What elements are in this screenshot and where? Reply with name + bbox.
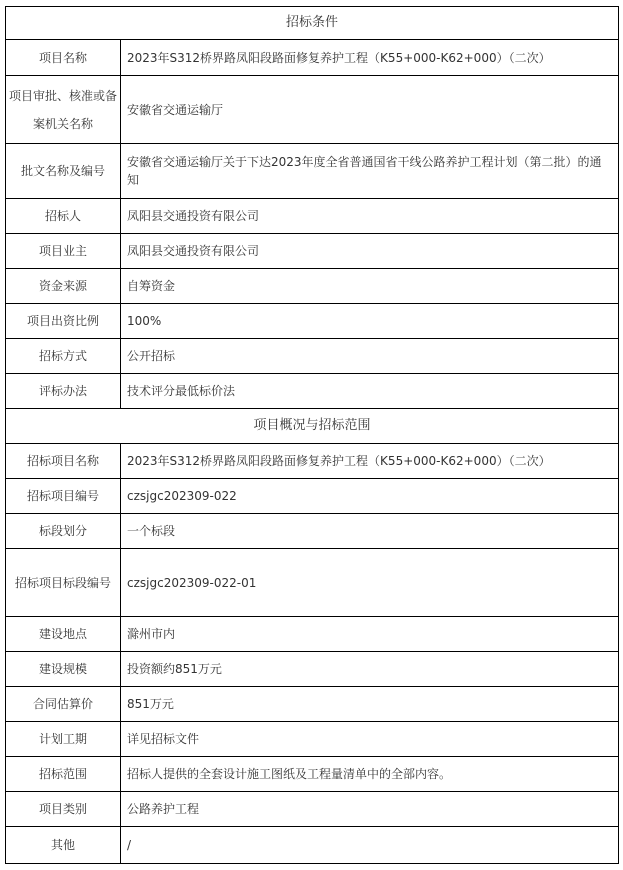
- field-label: 招标项目编号: [6, 479, 121, 514]
- table-row: [6, 269, 619, 304]
- field-label: 项目出资比例: [6, 304, 121, 339]
- field-label: 合同估算价: [6, 687, 121, 722]
- field-label: 标段划分: [6, 514, 121, 549]
- field-value: 投资额约851万元: [121, 652, 619, 687]
- field-value: 安徽省交通运输厅关于下达2023年度全省普通国省干线公路养护工程计划（第二批）的通知: [121, 144, 619, 199]
- field-value: 凤阳县交通投资有限公司: [121, 199, 619, 234]
- field-value: 自筹资金: [121, 269, 619, 304]
- field-label: 招标项目名称: [6, 444, 121, 479]
- table-row: [6, 199, 619, 234]
- field-value: 100%: [121, 304, 619, 339]
- field-value: czsjgc202309-022: [121, 479, 619, 514]
- field-value: czsjgc202309-022-01: [121, 549, 619, 617]
- table-row: [6, 304, 619, 339]
- table-row: [6, 144, 619, 199]
- field-label: 建设规模: [6, 652, 121, 687]
- field-label: 建设地点: [6, 617, 121, 652]
- table-row: [6, 76, 619, 144]
- field-label: 项目名称: [6, 40, 121, 76]
- field-label: 项目审批、核准或备案机关名称: [6, 76, 121, 144]
- table-row: [6, 479, 619, 514]
- field-label: 计划工期: [6, 722, 121, 757]
- table-row: [6, 792, 619, 827]
- section-header-row: [6, 409, 619, 444]
- table-row: [6, 514, 619, 549]
- field-value: 851万元: [121, 687, 619, 722]
- field-value: 2023年S312桥界路凤阳段路面修复养护工程（K55+000-K62+000）（二次）: [121, 40, 619, 76]
- table-row: [6, 374, 619, 409]
- field-label: 招标人: [6, 199, 121, 234]
- table-row: [6, 339, 619, 374]
- table-row: [6, 827, 619, 864]
- table-row: [6, 722, 619, 757]
- field-value: 招标人提供的全套设计施工图纸及工程量清单中的全部内容。: [121, 757, 619, 792]
- table-row: [6, 40, 619, 76]
- section-title-conditions: 招标条件: [6, 7, 619, 40]
- field-label: 招标项目标段编号: [6, 549, 121, 617]
- table-row: [6, 652, 619, 687]
- field-value: 详见招标文件: [121, 722, 619, 757]
- field-value: 凤阳县交通投资有限公司: [121, 234, 619, 269]
- field-label: 评标办法: [6, 374, 121, 409]
- field-label: 其他: [6, 827, 121, 864]
- field-label: 招标方式: [6, 339, 121, 374]
- field-label: 招标范围: [6, 757, 121, 792]
- field-value: 技术评分最低标价法: [121, 374, 619, 409]
- field-value: 2023年S312桥界路凤阳段路面修复养护工程（K55+000-K62+000）（二次）: [121, 444, 619, 479]
- field-label: 批文名称及编号: [6, 144, 121, 199]
- table-row: [6, 757, 619, 792]
- field-value: 公路养护工程: [121, 792, 619, 827]
- field-label: 项目业主: [6, 234, 121, 269]
- table-row: [6, 549, 619, 617]
- field-label: 资金来源: [6, 269, 121, 304]
- field-value: 一个标段: [121, 514, 619, 549]
- field-label: 项目类别: [6, 792, 121, 827]
- table-row: [6, 444, 619, 479]
- section-title-overview: 项目概况与招标范围: [6, 409, 619, 444]
- field-value: 滁州市内: [121, 617, 619, 652]
- table-row: [6, 234, 619, 269]
- table-row: [6, 617, 619, 652]
- field-value: /: [121, 827, 619, 864]
- section-header-row: [6, 7, 619, 40]
- table-row: [6, 687, 619, 722]
- field-value: 公开招标: [121, 339, 619, 374]
- field-value: 安徽省交通运输厅: [121, 76, 619, 144]
- tender-info-table: [5, 6, 619, 864]
